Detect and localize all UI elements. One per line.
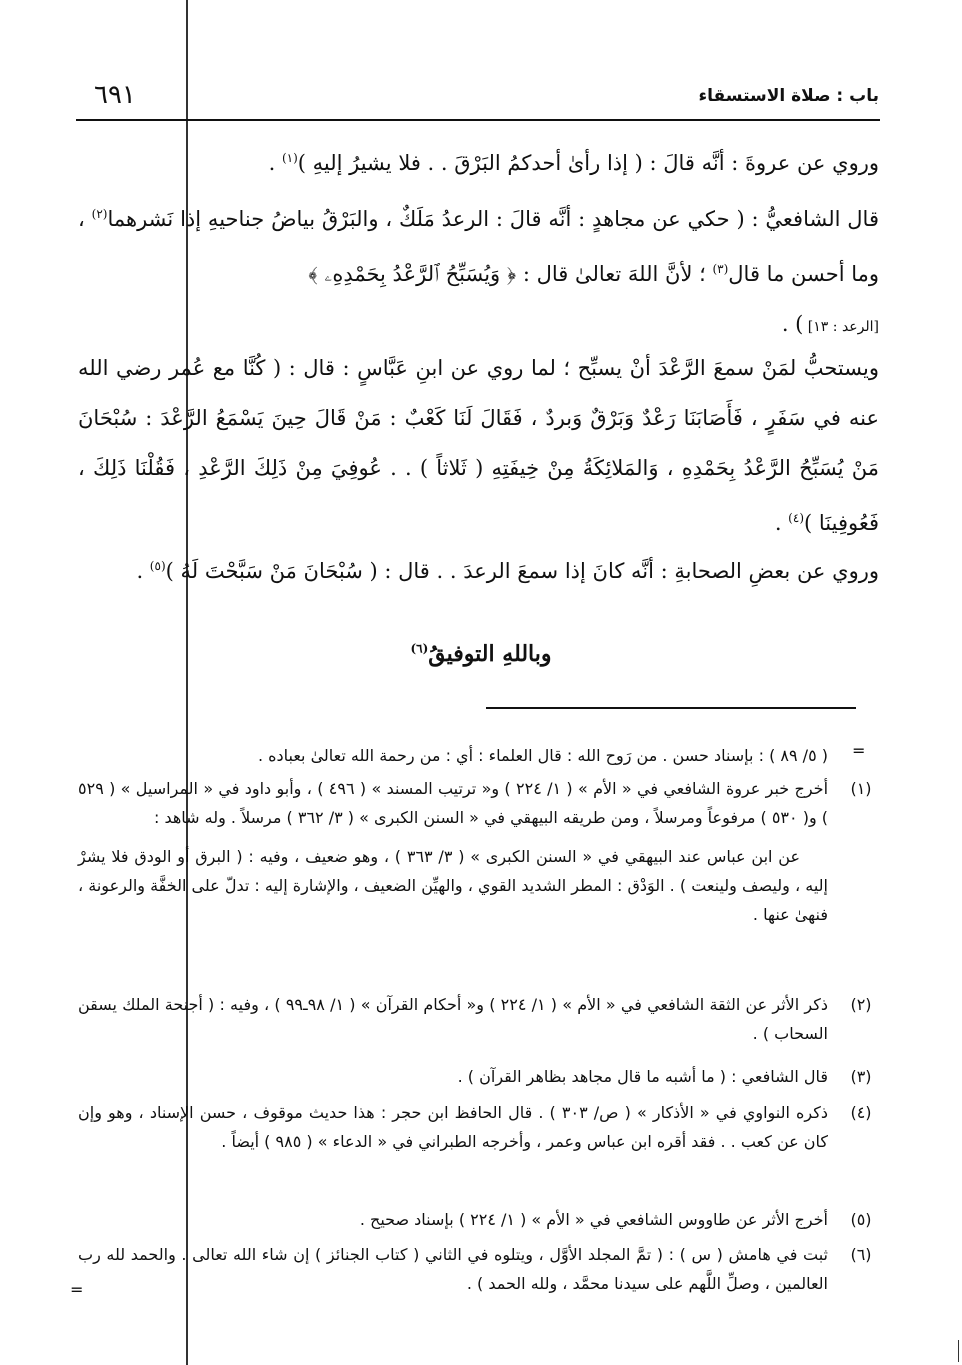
- paragraph-1: وروي عن عروةَ : أنَّه قالَ : ( إذا رأىٰ أحدكمُ البَرْقَ . . فلا يشيرُ إليهِ )$^{(١)}$ .: [268, 151, 879, 175]
- footnote-continuation: ( ٥/ ٨٩ ) : بإسناد حسن . من رَوح الله : قال العلماء : أي : من رحمة الله تعالىٰ بعباده .: [257, 746, 828, 765]
- footnote-number: (١): [850, 779, 872, 798]
- footnote-ref: (١): [281, 151, 298, 165]
- paragraph-2: قال الشافعيُّ : ( حكي عن مجاهدٍ : أنَّه قالَ : الرعدُ مَلَكٌ ، والبَرْقُ بياضُ جناحيهِ إذا نَشرهما$^{(٢)}$ ، وما أحسن ما قال$^{(٣)}$ ؛ لأنَّ اللهَ تعالىٰ قال : ﴿ وَيُسَبِّحُ ٱلرَّعْدُ بِحَمْدِهِۦ ﴾ [الرعد : ١٣] ) .: [78, 207, 879, 336]
- footnote-4: (٤) ذكره النواوي في « الأذكار » ( ص/ ٣٠٣ ) . قال الحافظ ابن حجر : هذا حديث موقوف ، حسن الإسناد ، وهو وإن كان عن كعب . . فقد أقره ابن عباس وعمر ، وأخرجه الطبراني في « الدعاء » ( ٩٨٥ ) أيضاً .: [78, 1098, 880, 1156]
- footnote-number: (٥): [850, 1210, 872, 1229]
- chapter-header: باب : صلاة الاستسقاء: [698, 86, 879, 106]
- footnote-separator: [486, 707, 856, 709]
- header-rule: [76, 119, 880, 121]
- footnote-3: (٣) قال الشافعي : ( ما أشبه ما قال مجاهد بظاهر القرآن ) .: [78, 1062, 880, 1091]
- quran-reference: [الرعد : ١٣]: [803, 319, 879, 335]
- footnote-number: (٢): [850, 995, 872, 1014]
- footnote-number: (٤): [850, 1103, 872, 1122]
- footnote-5: (٥) أخرج الأثر عن طاووس الشافعي في « الأم » ( ١/ ٢٢٤ ) بإسناد صحيح .: [78, 1205, 880, 1234]
- paragraph-4: وروي عن بعضِ الصحابةِ : أنَّه كانَ إذا سمعَ الرعدَ . . قال : ( سُبْحَانَ مَنْ سَبَّحْتَ لَهُ )$^{(٥)}$ .: [136, 559, 879, 583]
- footnote-ref: (٤): [788, 511, 804, 525]
- footnote-ref: (٦): [410, 641, 429, 656]
- scan-edge-artifact: [958, 1340, 959, 1362]
- footnote-number: (٦): [850, 1245, 872, 1264]
- closing-phrase: وباللهِ التوفيقُ$^{(٦)}$: [410, 641, 552, 667]
- continuation-mark: =: [852, 741, 866, 760]
- paragraph-3: ويستحبُّ لمَنْ سمعَ الرَّعْدَ أنْ يسبِّح ؛ لما روي عن ابنِ عَبَّاسٍ : قال : ( كُنَّا مع عُمر رضي الله عنه في سَفَرٍ ، فَأَصَابَنَا رَعْدٌ وَبَرْقٌ وَبردٌ ، فَقَالَ لَنَا كَعْبٌ : مَنْ قَالَ حِينَ يَسْمَعُ الرَّعْدَ : سُبْحَانَ مَنْ يُسَبِّحُ الرَّعْدُ بِحَمْدِهِ ، وَالمَلائِكَةُ مِنْ خِيفَتِهِ ( ثَلاثاً ) . . عُوفِيَ مِنْ ذَلِكَ الرَّعْدِ ، فَقُلْنَا ذَلِكَ ، فَعُوفِينَا )$^{(٤)}$ .: [78, 356, 879, 535]
- page-number: ٦٩١: [94, 80, 136, 110]
- footnote-ref: (٥): [149, 559, 166, 573]
- continues-mark: =: [70, 1280, 84, 1299]
- footnote-number: (٣): [850, 1067, 872, 1086]
- footnote-1: (١) أخرج خبر عروة الشافعي في « الأم » ( ١/ ٢٢٤ ) و« ترتيب المسند » ( ٤٩٦ ) ، وأبو داود في « المراسيل » ( ٥٢٩ ) و( ٥٣٠ ) مرفوعاً ومرسلاً ، ومن طريقه البيهقي في « السنن الكبرى » ( ٣/ ٣٦٢ ) مرسلاً . وله شاهد : عن ابن عباس عند البيهقي في « السنن الكبرى » ( ٣/ ٣٦٣ ) ، وهو ضعيف ، وفيه : ( البرق أو الودق فلا يشرْ إليه ، وليصف ولينعت ) . الوَدْق : المطر الشديد القوي ، والهيِّن الضعيف ، والإشارة إليه : تدلّ على الخفَّة والرعونة ، فنهىٰ عنها .: [78, 774, 880, 929]
- footnote-6: (٦) ثبت في هامش ( س ) : ( تمَّ المجلد الأوَّل ، ويتلوه في الثاني ( كتاب الجنائز ) إن شاء الله تعالى . والحمد لله رب العالمين ، وصلِّ اللَّهم على سيدنا محمَّد ، ولله الحمد ) .: [78, 1240, 880, 1298]
- footnote-ref: (٢): [91, 207, 108, 221]
- footnote-ref: (٣): [712, 262, 729, 276]
- footnote-2: (٢) ذكر الأثر عن الثقة الشافعي في « الأم » ( ١/ ٢٢٤ ) و« أحكام القرآن » ( ١/ ٩٨ـ٩٩ ) ، وفيه : ( أجنحة الملك يسقن السحاب ) .: [78, 990, 880, 1048]
